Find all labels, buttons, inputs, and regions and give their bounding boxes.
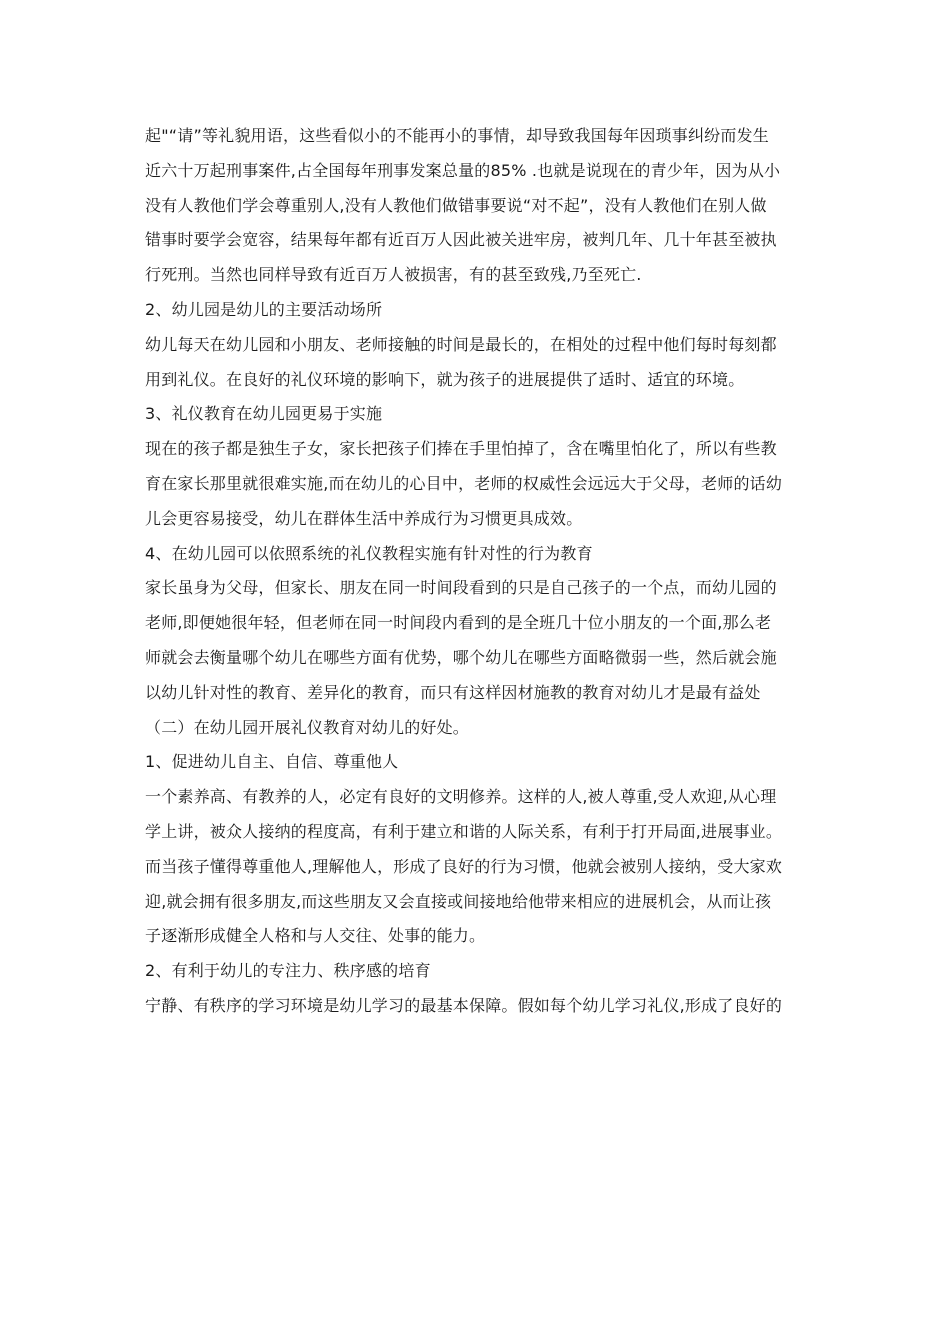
text-line: 幼儿每天在幼儿园和小朋友、老师接触的时间是最长的，在相处的过程中他们每时每刻都 [145, 334, 777, 354]
text-line: 师就会去衡量哪个幼儿在哪些方面有优势，哪个幼儿在哪些方面略微弱一些，然后就会施 [145, 647, 777, 667]
document-page [145, 119, 810, 1024]
text-line: 近六十万起刑事案件,占全国每年刑事发案总量的85% .也就是说现在的青少年，因为从小 [145, 160, 781, 180]
text-line: 家长虽身为父母，但家长、朋友在同一时间段看到的只是自己孩子的一个点，而幼儿园的 [145, 578, 777, 598]
text-line: 用到礼仪。在良好的礼仪环境的影响下，就为孩子的进展提供了适时、适宜的环境。 [145, 369, 745, 389]
text-line: 以幼儿针对性的教育、差异化的教育，而只有这样因材施教的教育对幼儿才是最有益处 [145, 682, 761, 702]
text-line: 起"“请”等礼貌用语，这些看似小的不能再小的事情，却导致我国每年因琐事纠纷而发生 [145, 126, 769, 145]
text-line: 老师,即便她很年轻，但老师在同一时间段内看到的是全班几十位小朋友的一个面,那么老 [145, 613, 772, 633]
text-line: 行死刑。当然也同样导致有近百万人被损害，有的甚至致残,乃至死亡. [145, 265, 642, 285]
text-line: 一个素养高、有教养的人，必定有良好的文明修养。这样的人,被人尊重,受人欢迎,从心理 [145, 787, 777, 807]
text-line: 而当孩子懂得尊重他人,理解他人，形成了良好的行为习惯，他就会被别人接纳，受大家欢 [145, 856, 783, 876]
text-line: 错事时要学会宽容，结果每年都有近百万人因此被关进牢房，被判几年、几十年甚至被执 [145, 230, 777, 250]
text-line: 子逐渐形成健全人格和与人交往、处事的能力。 [145, 926, 486, 946]
text-line: 现在的孩子都是独生子女，家长把孩子们捧在手里怕掉了，含在嘴里怕化了，所以有些教 [145, 439, 777, 459]
text-line: 没有人教他们学会尊重别人,没有人教他们做错事要说“对不起”，没有人教他们在别人做 [145, 195, 767, 215]
section-heading: 4、在幼儿园可以依照系统的礼仪教程实施有针对性的行为教育 [145, 543, 593, 563]
text-line: 宁静、有秩序的学习环境是幼儿学习的最基本保障。假如每个幼儿学习礼仪,形成了良好的 [145, 995, 783, 1015]
section-heading: 1、促进幼儿自主、自信、尊重他人 [145, 752, 399, 772]
section-heading: 2、幼儿园是幼儿的主要活动场所 [145, 299, 383, 319]
section-heading: 2、有利于幼儿的专注力、秩序感的培育 [145, 961, 431, 981]
text-line: 儿会更容易接受，幼儿在群体生活中养成行为习惯更具成效。 [145, 508, 583, 528]
section-heading: 3、礼仪教育在幼儿园更易于实施 [145, 404, 383, 424]
text-line: 学上讲，被众人接纳的程度高，有利于建立和谐的人际关系，有利于打开局面,进展事业。 [145, 821, 783, 841]
text-line: 育在家长那里就很难实施,而在幼儿的心目中，老师的权威性会远远大于父母，老师的话幼 [145, 473, 783, 493]
text-line: 迎,就会拥有很多朋友,而这些朋友又会直接或间接地给他带来相应的进展机会，从而让孩 [145, 891, 772, 911]
section-heading: （二）在幼儿园开展礼仪教育对幼儿的好处。 [145, 717, 470, 737]
